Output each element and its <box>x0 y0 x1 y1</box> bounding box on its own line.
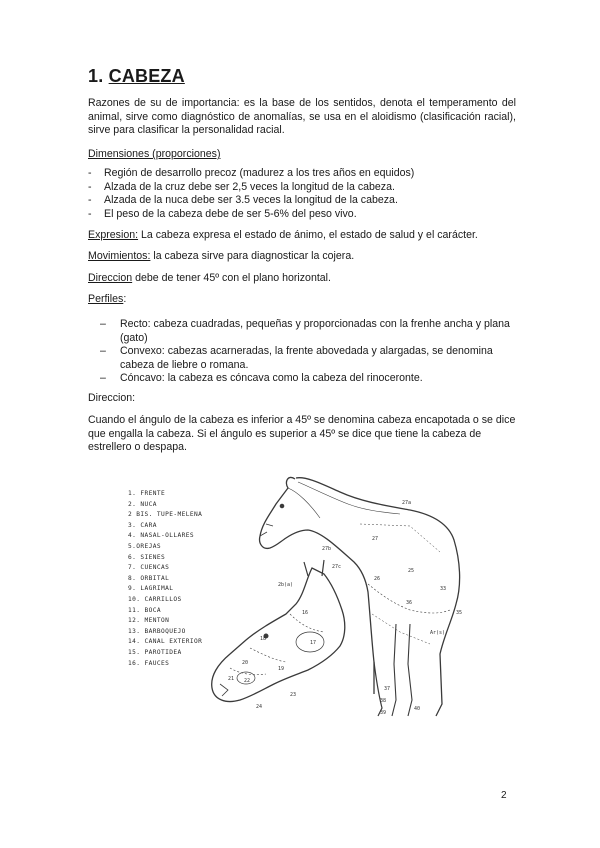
figure-label: 19 <box>278 666 285 672</box>
legend-item: 5.OREJAS <box>128 542 162 550</box>
intro-paragraph: Razones de su de importancia: es la base de los sentidos, denota el temperamento del animal, sirve como diagnóstico de anomalías, se usa en el aloidismo (clasificación racial), sirve para clasificar la personalidad racial. <box>88 97 516 137</box>
legend-item: 10. CARRILLOS <box>128 595 182 603</box>
legend-item: 7. CUENCAS <box>128 564 170 572</box>
legend-item: 2 BIS. TUPE-MELENA <box>128 511 203 519</box>
legend-item: 16. FAUCES <box>128 659 170 667</box>
figure-label: 18 <box>260 636 267 642</box>
direccion-line: Direccion debe de tener 45º con el plano horizontal. <box>88 272 331 284</box>
figure-label: 38 <box>380 698 387 704</box>
figure-label: 24 <box>256 704 263 710</box>
figure-label: 16 <box>302 610 309 616</box>
legend-item: 13. BARBOQUEJO <box>128 627 186 635</box>
dimensiones-heading <box>88 148 516 162</box>
legend-item: 15. PAROTIDEA <box>128 648 182 656</box>
list-item: - El peso de la cabeza debe de ser 5-6% del peso vivo. <box>88 207 357 220</box>
figure-label: 36 <box>406 600 413 606</box>
figure-label: 21 <box>228 676 235 682</box>
figure-label: 35 <box>456 610 463 616</box>
legend-item: 8. ORBITAL <box>128 574 170 582</box>
perfiles-label: Perfiles <box>88 293 124 305</box>
figure-label: 33 <box>440 586 447 592</box>
dimensiones-list <box>88 167 516 221</box>
figure-label: 22 <box>244 678 251 684</box>
expresion-paragraph: Expresion: La cabeza expresa el estado de ánimo, el estado de salud y el carácter. <box>88 229 478 241</box>
list-item: - Región de desarrollo precoz (madurez a los tres años en equidos) <box>88 167 415 179</box>
direccion-paragraph: Cuando el ángulo de la cabeza es inferior a 45º se denomina cabeza encapotada o se dice que engalla la cabeza. Si el ángulo es superior a 45º se dice que tiene la cabeza de estrellero o despapa. <box>88 414 516 454</box>
legend-item: 11. BOCA <box>128 606 162 614</box>
figure-label: 37 <box>384 686 391 692</box>
figure-label: 39 <box>380 710 387 716</box>
horse-profile-outline <box>260 477 463 716</box>
figure-label: 27c <box>332 564 342 570</box>
figure-labels <box>228 500 462 716</box>
figure-label: 27 <box>372 536 379 542</box>
legend-item: 12. MENTON <box>128 617 170 625</box>
legend-item: 9. LAGRIMAL <box>128 585 174 593</box>
perfiles-heading: Perfiles: <box>88 293 127 305</box>
movimientos-label: Movimientos: <box>88 250 151 262</box>
figure-label: 27a <box>402 500 412 506</box>
list-item: - Alzada de la cruz debe ser 2,5 veces la longitud de la cabeza. <box>88 180 395 193</box>
figure-label: 27b <box>322 546 332 552</box>
heading-number: 1. <box>88 66 104 86</box>
legend-item: 14. CANAL EXTERIOR <box>128 638 203 646</box>
figure-legend <box>128 489 202 669</box>
legend-item: 1. FRENTE <box>128 490 166 497</box>
dimensiones-label: Dimensiones (proporciones) <box>88 148 221 160</box>
legend-item: 6. SIENES <box>128 553 166 561</box>
legend-item: 3. CARA <box>128 521 157 529</box>
figure-label: 20 <box>242 660 249 666</box>
figure-label: 26 <box>374 576 381 582</box>
expresion-label: Expresion: <box>88 229 139 241</box>
figure-label: 40 <box>414 706 421 712</box>
heading-title: CABEZA <box>108 66 185 86</box>
legend-item: 4. NASAL-OLLARES <box>128 532 195 540</box>
movimientos-paragraph: Movimientos: la cabeza sirve para diagnosticar la cojera. <box>88 250 355 262</box>
perfiles-list <box>100 318 520 386</box>
figure-label: Ar(s) <box>430 630 446 636</box>
list-item: – Convexo: cabezas acarneradas, la frente abovedada y alargadas, se denomina cabeza de liebre o romana. <box>100 345 493 371</box>
figure-label: 25 <box>408 568 415 574</box>
direccion-heading: Direccion: <box>88 392 136 404</box>
direccion-label: Direccion <box>88 272 133 284</box>
page-number: 2 <box>501 790 507 801</box>
list-item: – Recto: cabeza cuadradas, pequeñas y proporcionadas con la frenhe ancha y plana (gato) <box>100 318 510 344</box>
section-heading <box>88 66 185 87</box>
list-item: - Alzada de la nuca debe ser 3.5 veces la longitud de la cabeza. <box>88 194 398 207</box>
figure-label: 17 <box>310 640 317 646</box>
figure-label: 2b(a) <box>278 582 294 588</box>
figure-label: 23 <box>290 692 297 698</box>
list-item: – Cóncavo: la cabeza es cóncava como la cabeza del rinoceronte. <box>100 372 423 385</box>
legend-item: 2. NUCA <box>128 500 157 508</box>
